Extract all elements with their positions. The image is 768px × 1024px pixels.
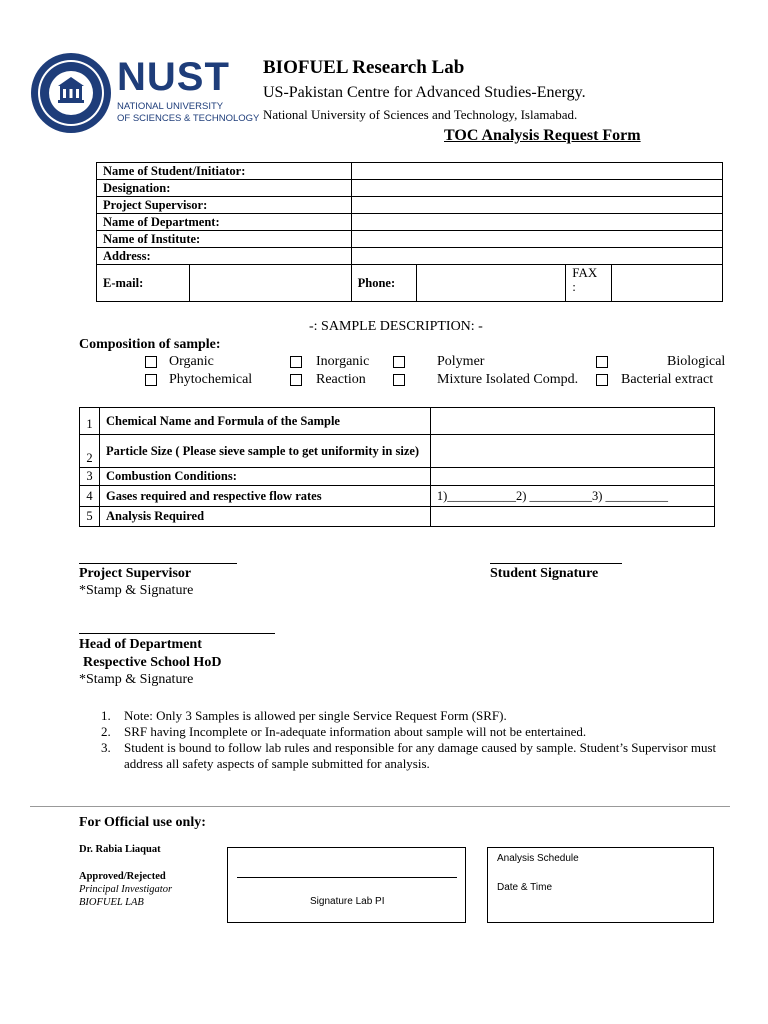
row-label: Particle Size ( Please sieve sample to get uniformity in size) xyxy=(99,435,430,468)
project-supervisor-field[interactable] xyxy=(351,197,722,214)
gas-flow-rates-field[interactable]: 1)___________2) __________3) __________ xyxy=(430,486,714,507)
department-field[interactable] xyxy=(351,214,722,231)
sample-details-table xyxy=(79,407,715,527)
pi-title: Principal Investigator xyxy=(79,884,173,895)
info-row xyxy=(97,265,723,302)
row-number: 3 xyxy=(80,468,100,486)
row-label: Analysis Required xyxy=(99,507,430,527)
address-field[interactable] xyxy=(351,248,722,265)
form-title: TOC Analysis Request Form xyxy=(444,127,641,144)
fax-label xyxy=(566,265,612,302)
analysis-schedule-label: Analysis Schedule xyxy=(497,853,579,864)
inorganic-checkbox[interactable] xyxy=(290,356,302,368)
option-label: Bacterial extract xyxy=(621,372,714,387)
supervisor-title: Project Supervisor xyxy=(79,566,192,581)
note-number: 3. xyxy=(101,740,111,755)
field-label: Address: xyxy=(97,248,352,265)
note-item: Note: Only 3 Samples is allowed per single Service Request Form (SRF). xyxy=(124,708,507,723)
logo-subtitle xyxy=(117,101,259,125)
info-row xyxy=(97,231,723,248)
fax-label-colon: : xyxy=(572,279,576,294)
lab-name: BIOFUEL LAB xyxy=(79,897,144,908)
email-field[interactable] xyxy=(189,265,351,302)
note-item: SRF having Incomplete or In-adequate information about sample will not be entertained. xyxy=(124,724,587,739)
designation-field[interactable] xyxy=(351,180,722,197)
info-row xyxy=(97,197,723,214)
reaction-checkbox[interactable] xyxy=(290,374,302,386)
info-row xyxy=(97,163,723,180)
student-name-field[interactable] xyxy=(351,163,722,180)
option-label: Inorganic xyxy=(316,354,370,369)
fax-field[interactable] xyxy=(612,265,723,302)
option-label: Phytochemical xyxy=(169,372,253,387)
row-label: Gases required and respective flow rates xyxy=(99,486,430,507)
info-row xyxy=(97,248,723,265)
row-number: 5 xyxy=(80,507,100,527)
logo-wordmark: NUST xyxy=(117,55,230,99)
combustion-conditions-field[interactable] xyxy=(430,468,714,486)
hod-stamp-note: *Stamp & Signature xyxy=(79,672,194,687)
lab-title: BIOFUEL Research Lab xyxy=(263,57,465,78)
email-label: E-mail: xyxy=(97,265,190,302)
note-number: 1. xyxy=(101,708,111,723)
centre-name: US-Pakistan Centre for Advanced Studies-Energy. xyxy=(263,84,586,101)
phytochemical-checkbox[interactable] xyxy=(145,374,157,386)
pi-signature-box[interactable] xyxy=(227,847,466,923)
biological-checkbox[interactable] xyxy=(596,356,608,368)
row-label: Chemical Name and Formula of the Sample xyxy=(99,408,430,435)
sample-row xyxy=(80,435,715,468)
field-label: Name of Institute: xyxy=(97,231,352,248)
option-label: Mixture Isolated Compd. xyxy=(437,372,579,387)
option-label: Reaction xyxy=(316,372,366,387)
info-row xyxy=(97,180,723,197)
official-use-heading: For Official use only: xyxy=(79,815,206,830)
polymer-checkbox[interactable] xyxy=(393,356,405,368)
note-number: 2. xyxy=(101,724,111,739)
sample-row xyxy=(80,486,715,507)
sample-description-heading: -: SAMPLE DESCRIPTION: - xyxy=(309,319,483,334)
hod-title: Head of Department xyxy=(79,637,202,652)
university-name: National University of Sciences and Technology, Islamabad. xyxy=(263,107,578,122)
composition-label: Composition of sample: xyxy=(79,337,221,352)
applicant-info-table xyxy=(96,162,723,302)
option-label: Biological xyxy=(667,354,726,369)
hod-subtitle: Respective School HoD xyxy=(83,655,222,670)
logo-subtitle-line-2: OF SCIENCES & TECHNOLOGY xyxy=(117,113,260,124)
row-number: 4 xyxy=(80,486,100,507)
row-label: Combustion Conditions: xyxy=(99,468,430,486)
student-signature-line[interactable] xyxy=(490,563,622,564)
pi-signature-line xyxy=(237,877,457,878)
mixture-isolated-checkbox[interactable] xyxy=(393,374,405,386)
sample-row xyxy=(80,507,715,527)
supervisor-stamp-note: *Stamp & Signature xyxy=(79,583,194,598)
field-label: Name of Student/Initiator: xyxy=(97,163,352,180)
section-divider xyxy=(30,806,730,807)
approved-rejected-label: Approved/Rejected xyxy=(79,871,166,882)
info-row xyxy=(97,214,723,231)
date-time-label: Date & Time xyxy=(497,882,553,893)
row-number: 1 xyxy=(80,408,100,435)
field-label: Name of Department: xyxy=(97,214,352,231)
option-label: Polymer xyxy=(437,354,485,369)
nust-seal-logo xyxy=(30,52,112,134)
institute-field[interactable] xyxy=(351,231,722,248)
student-signature-title: Student Signature xyxy=(490,566,599,581)
sample-row xyxy=(80,408,715,435)
phone-field[interactable] xyxy=(416,265,566,302)
logo-subtitle-line-1: NATIONAL UNIVERSITY xyxy=(117,101,224,112)
option-label: Organic xyxy=(169,354,214,369)
chemical-name-field[interactable] xyxy=(430,408,714,435)
pi-name: Dr. Rabia Liaquat xyxy=(79,844,161,855)
field-label: Project Supervisor: xyxy=(97,197,352,214)
hod-signature-line[interactable] xyxy=(79,633,275,634)
phone-label: Phone: xyxy=(351,265,416,302)
row-number: 2 xyxy=(80,435,100,468)
supervisor-signature-line[interactable] xyxy=(79,563,237,564)
bacterial-extract-checkbox[interactable] xyxy=(596,374,608,386)
pi-signature-label: Signature Lab PI xyxy=(310,896,385,907)
organic-checkbox[interactable] xyxy=(145,356,157,368)
particle-size-field[interactable] xyxy=(430,435,714,468)
fax-label-text: FAX xyxy=(572,265,598,280)
sample-row xyxy=(80,468,715,486)
note-item: Student is bound to follow lab rules and responsible for any damage caused by sample. Student’s Supervisor must address all safety aspects of sample submitted for analysis. xyxy=(124,740,717,771)
field-label: Designation: xyxy=(97,180,352,197)
analysis-schedule-box[interactable] xyxy=(487,847,714,923)
analysis-required-field[interactable] xyxy=(430,507,714,527)
